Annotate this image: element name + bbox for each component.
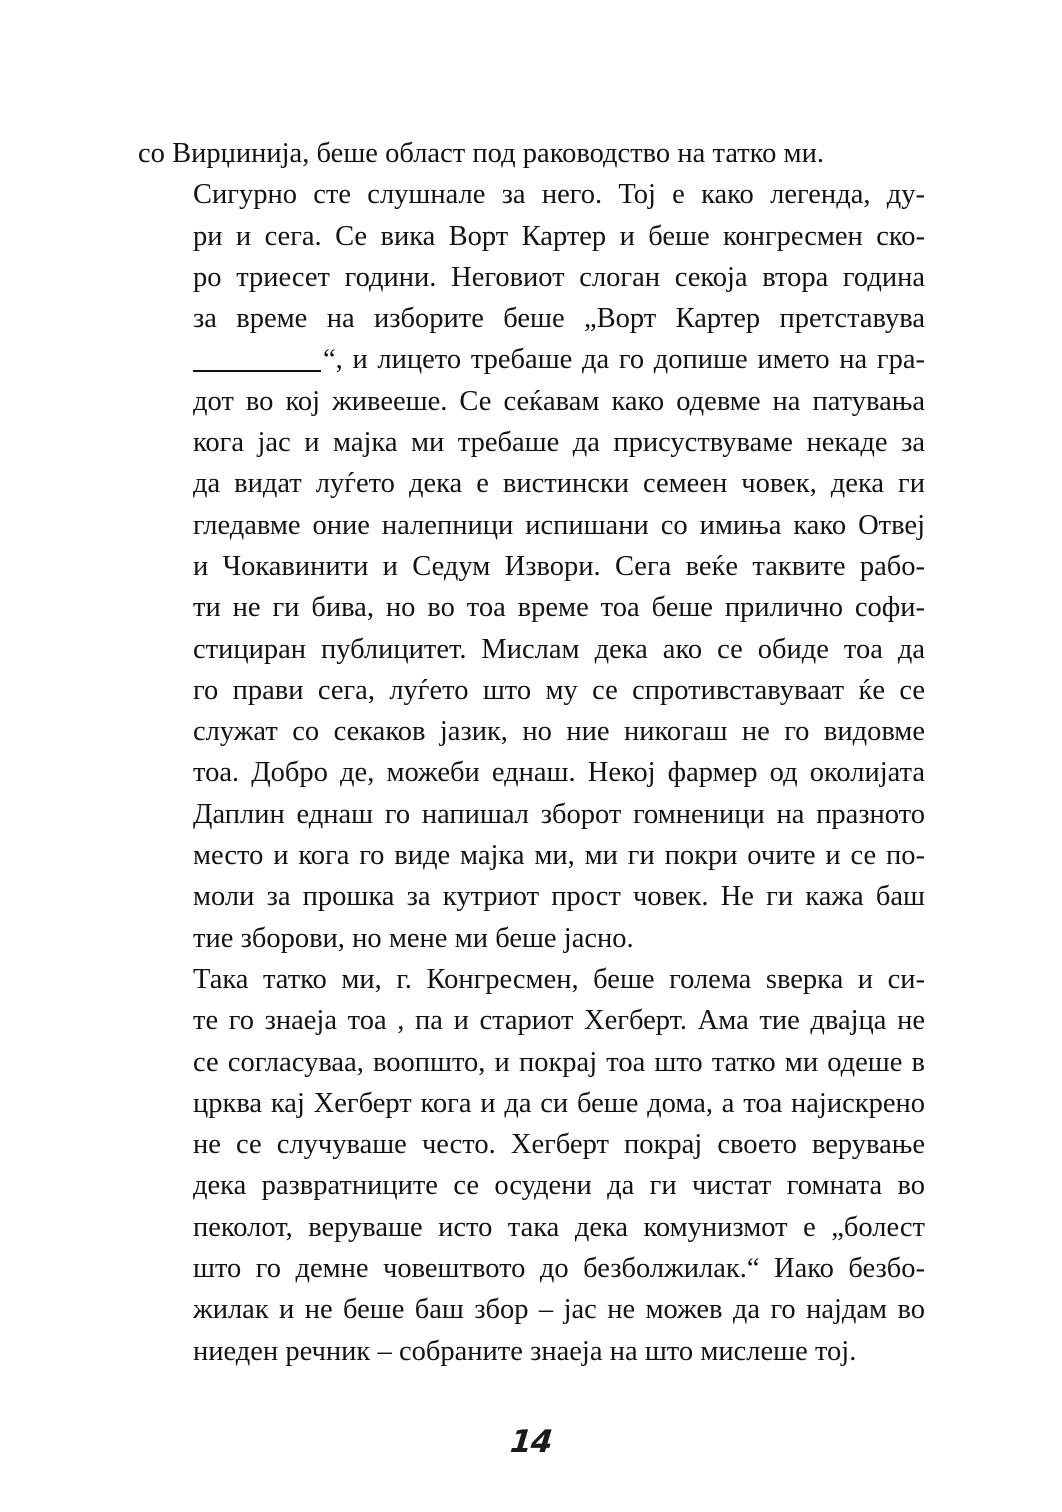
text-line: гледавме оние налепници испишани со имиња како Отвеј	[193, 509, 925, 541]
paragraph	[138, 133, 925, 174]
text-line: кога јас и мајка ми требаше да присуствуваме некаде за	[193, 427, 925, 459]
text-line: дека развратниците се осудени да ги чистат гомната во	[193, 1170, 925, 1202]
text-line	[138, 339, 925, 380]
text-line: Даплин еднаш го напишал зборот гомненици на празното	[193, 798, 925, 830]
page-number: 14	[508, 1424, 554, 1460]
text-line: и Чокавинити и Седум Извори. Сега веќе таквите рабо-	[193, 550, 925, 582]
text-line: што го демне човештвото до безболжилак.“ Иако безбо-	[193, 1253, 925, 1285]
text-line: тие зборови, но мене ми беше јасно.	[193, 922, 634, 954]
text-line: место и кога го виде мајка ми, ми ги покри очите и се по-	[193, 840, 925, 872]
text-line: стициран публицитет. Мислам дека ако се обиде тоа да	[193, 633, 925, 665]
text-line: Сигурно сте слушнале за него. Тој е како легенда, ду-	[193, 179, 925, 211]
text-line: со Вирџинија, беше област под раководство на татко ми.	[138, 138, 824, 169]
text-line: да видат луѓето дека е вистински семеен човек, дека ги	[193, 468, 925, 500]
text-line: за време на изборите беше „Ворт Картер претставува	[193, 303, 925, 335]
paragraph	[138, 174, 925, 959]
paragraph	[138, 959, 925, 1372]
text-line: Така татко ми, г. Конгресмен, беше голема ѕверка и си-	[193, 963, 925, 995]
text-line: моли за прошка за кутриот прост човек. Не ги кажа баш	[193, 881, 925, 913]
text-line: црква кај Хегберт кога и да си беше дома, а тоа најискрено	[193, 1087, 925, 1119]
text-line: ро триесет години. Неговиот слоган секоја втора година	[193, 261, 925, 293]
text-line: жилак и не беше баш збор – јас не можев да го најдам во	[193, 1294, 925, 1326]
fill-in-blank-rule	[193, 370, 321, 372]
text-line: се согласуваа, воопшто, и покрај тоа што татко ми одеше в	[193, 1046, 925, 1078]
text-line: ри и сега. Се вика Ворт Картер и беше конгресмен ско-	[193, 220, 925, 252]
text-line: служат со секаков јазик, но ние никогаш не го видовме	[193, 716, 925, 748]
page-body-text	[138, 133, 925, 1372]
text-line: тоа. Добро де, можеби еднаш. Некој фармер од околијата	[193, 757, 925, 789]
text-line: дот во кој живееше. Се сеќавам како одевме на патувања	[193, 385, 925, 417]
text-line: ти не ги бива, но во тоа време тоа беше прилично софи-	[193, 592, 925, 624]
text-line: те го знаеја тоа , па и стариот Хегберт. Ама тие двајца не	[193, 1005, 925, 1037]
text-line: не се случуваше често. Хегберт покрај своето верување	[193, 1129, 925, 1161]
text-line: пеколот, веруваше исто така дека комунизмот е „болест	[193, 1211, 925, 1243]
text-line: ниеден речник – собраните знаеја на што мислеше тој.	[193, 1335, 857, 1367]
text-line-content: “, и лицето требаше да го допише името на гра-	[323, 344, 925, 376]
text-line: го прави сега, луѓето што му се спротивставуваат ќе се	[193, 674, 925, 706]
